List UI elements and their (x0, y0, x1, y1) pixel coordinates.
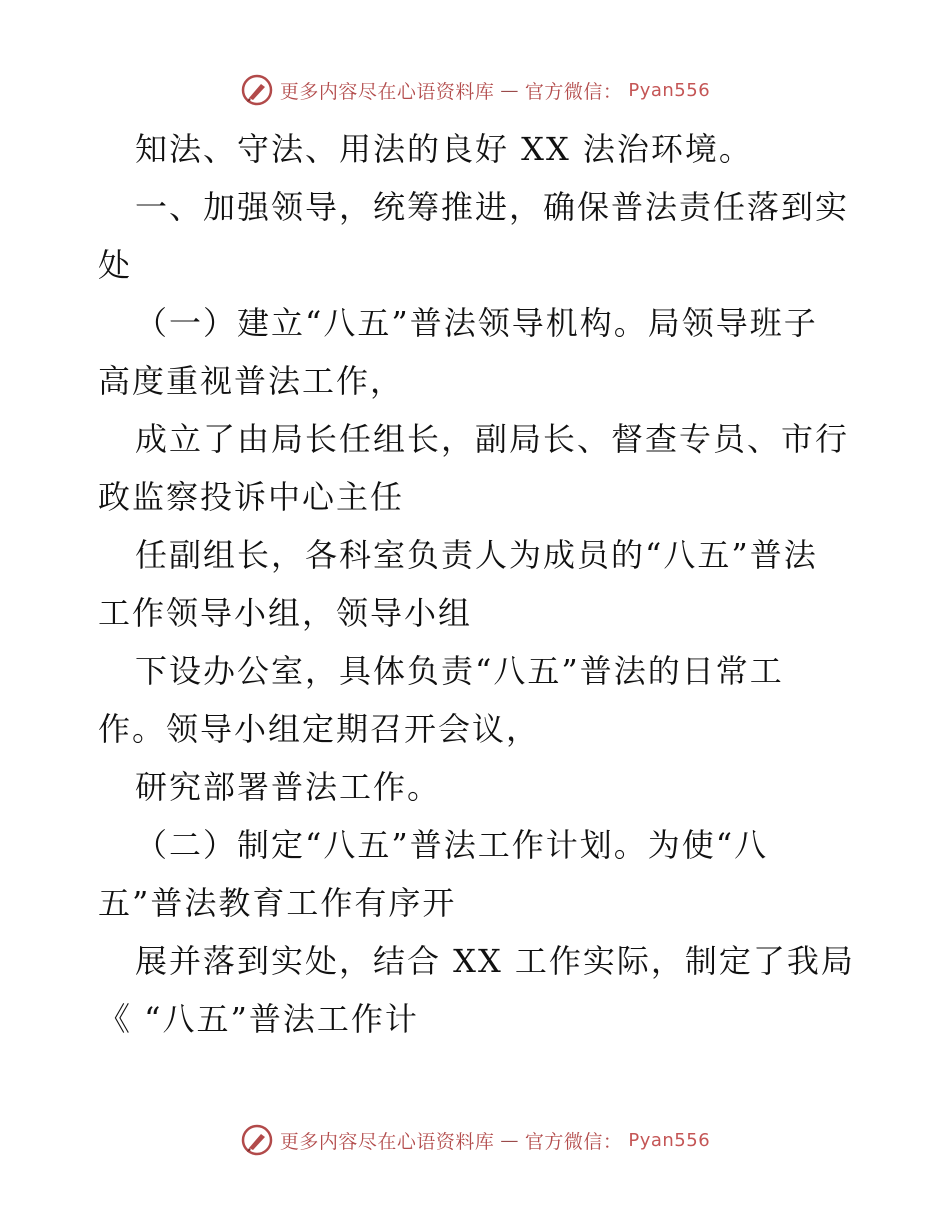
body-line: 高度重视普法工作， (98, 362, 405, 400)
body-line: （二）制定“八五”普法工作计划。为使“八 (135, 826, 769, 864)
watermark-text: 更多内容尽在心语资料库 (279, 80, 495, 103)
body-line: 《 “八五”普法工作计 (98, 1000, 419, 1038)
section-heading: 一、加强领导，统筹推进，确保普法责任落到实 (135, 188, 850, 226)
watermark-suffix: 官方微信： (524, 80, 623, 103)
pen-logo-icon (240, 73, 274, 107)
document-body (98, 120, 858, 1048)
pen-logo-icon (240, 1123, 274, 1157)
watermark-separator: — (500, 1129, 519, 1151)
watermark-handle: Pyan556 (628, 79, 711, 101)
body-line: 处 (98, 246, 133, 284)
watermark-text: 更多内容尽在心语资料库 (279, 1130, 495, 1153)
body-line: 下设办公室，具体负责“八五”普法的日常工 (135, 652, 784, 690)
watermark-header (0, 70, 950, 110)
body-line: 政监察投诉中心主任 (98, 478, 405, 516)
body-line: 研究部署普法工作。 (135, 768, 442, 806)
watermark-footer (0, 1120, 950, 1160)
body-line: （一）建立“八五”普法领导机构。局领导班子 (135, 304, 818, 342)
body-line: 成立了由局长任组长，副局长、督查专员、市行 (135, 420, 850, 458)
watermark-separator: — (500, 79, 519, 101)
body-line: 任副组长，各科室负责人为成员的“八五”普法 (135, 536, 818, 574)
body-line: 展并落到实处，结合 XX 工作实际，制定了我局 (135, 942, 855, 980)
body-line: 五”普法教育工作有序开 (98, 884, 457, 922)
body-line: 知法、守法、用法的良好 XX 法治环境。 (135, 130, 753, 168)
watermark-handle: Pyan556 (628, 1129, 711, 1151)
body-line: 作。领导小组定期召开会议， (98, 710, 541, 748)
watermark-suffix: 官方微信： (524, 1130, 623, 1153)
body-line: 工作领导小组，领导小组 (98, 594, 473, 632)
